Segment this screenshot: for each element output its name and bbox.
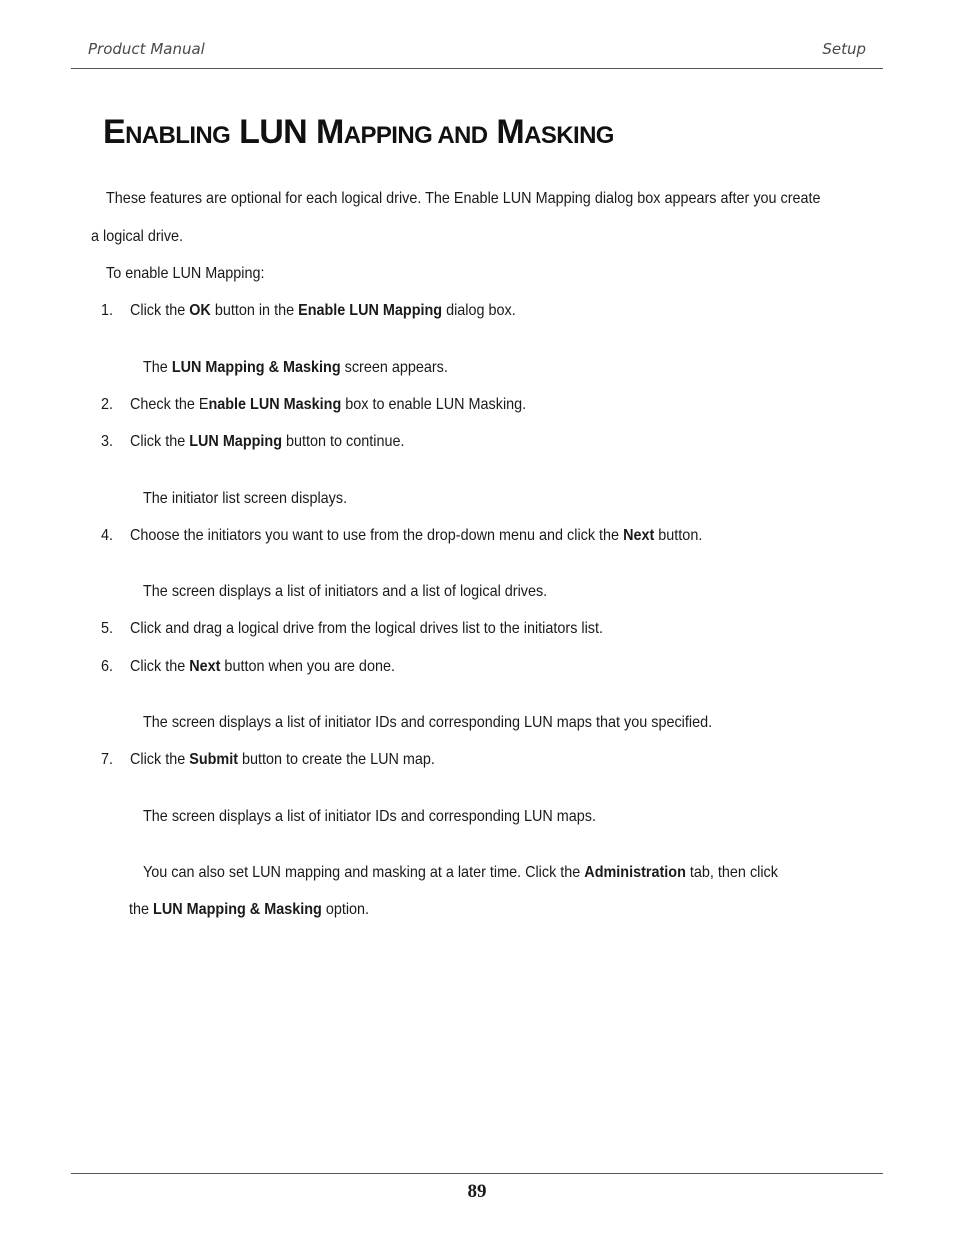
step-4-text: Choose the initiators you want to use from the drop-down menu and click the Next button. bbox=[130, 527, 703, 544]
step-3-text: Click the LUN Mapping button to continue. bbox=[130, 433, 405, 450]
step-4-result: The screen displays a list of initiators and a list of logical drives. bbox=[143, 583, 548, 600]
note-line2: the LUN Mapping & Masking option. bbox=[129, 901, 370, 918]
footer-rule bbox=[71, 1173, 883, 1174]
step-number: 4. bbox=[101, 527, 114, 544]
intro-paragraph-line2: a logical drive. bbox=[91, 228, 184, 245]
intro-paragraph-line1: These features are optional for each logical drive. The Enable LUN Mapping dialog box appears after you create bbox=[106, 190, 821, 207]
step-1-text: Click the OK button in the Enable LUN Mapping dialog box. bbox=[130, 302, 516, 319]
step-6-text: Click the Next button when you are done. bbox=[130, 658, 395, 675]
step-number: 2. bbox=[101, 396, 114, 413]
step-7-result: The screen displays a list of initiator IDs and corresponding LUN maps. bbox=[143, 808, 597, 825]
step-3-result: The initiator list screen displays. bbox=[143, 490, 348, 507]
header-rule bbox=[71, 68, 883, 69]
step-1-result: The LUN Mapping & Masking screen appears. bbox=[143, 359, 448, 376]
step-number: 6. bbox=[101, 658, 114, 675]
running-header-title: Product Manual bbox=[88, 40, 205, 58]
step-number: 1. bbox=[101, 302, 114, 319]
page-number: 89 bbox=[467, 1181, 487, 1202]
step-6-result: The screen displays a list of initiator IDs and corresponding LUN maps that you specified. bbox=[143, 714, 713, 731]
procedure-lead: To enable LUN Mapping: bbox=[106, 265, 265, 282]
running-header-section: Setup bbox=[822, 40, 866, 58]
step-number: 7. bbox=[101, 751, 114, 768]
step-2-text: Check the Enable LUN Masking box to enable LUN Masking. bbox=[130, 396, 527, 413]
step-number: 3. bbox=[101, 433, 114, 450]
note-line1: You can also set LUN mapping and masking at a later time. Click the Administration tab, then click bbox=[143, 864, 778, 881]
step-5-text: Click and drag a logical drive from the logical drives list to the initiators list. bbox=[130, 620, 604, 637]
step-7-text: Click the Submit button to create the LUN map. bbox=[130, 751, 435, 768]
section-title: ENABLING LUN MAPPING AND MASKING bbox=[103, 113, 614, 151]
step-number: 5. bbox=[101, 620, 114, 637]
